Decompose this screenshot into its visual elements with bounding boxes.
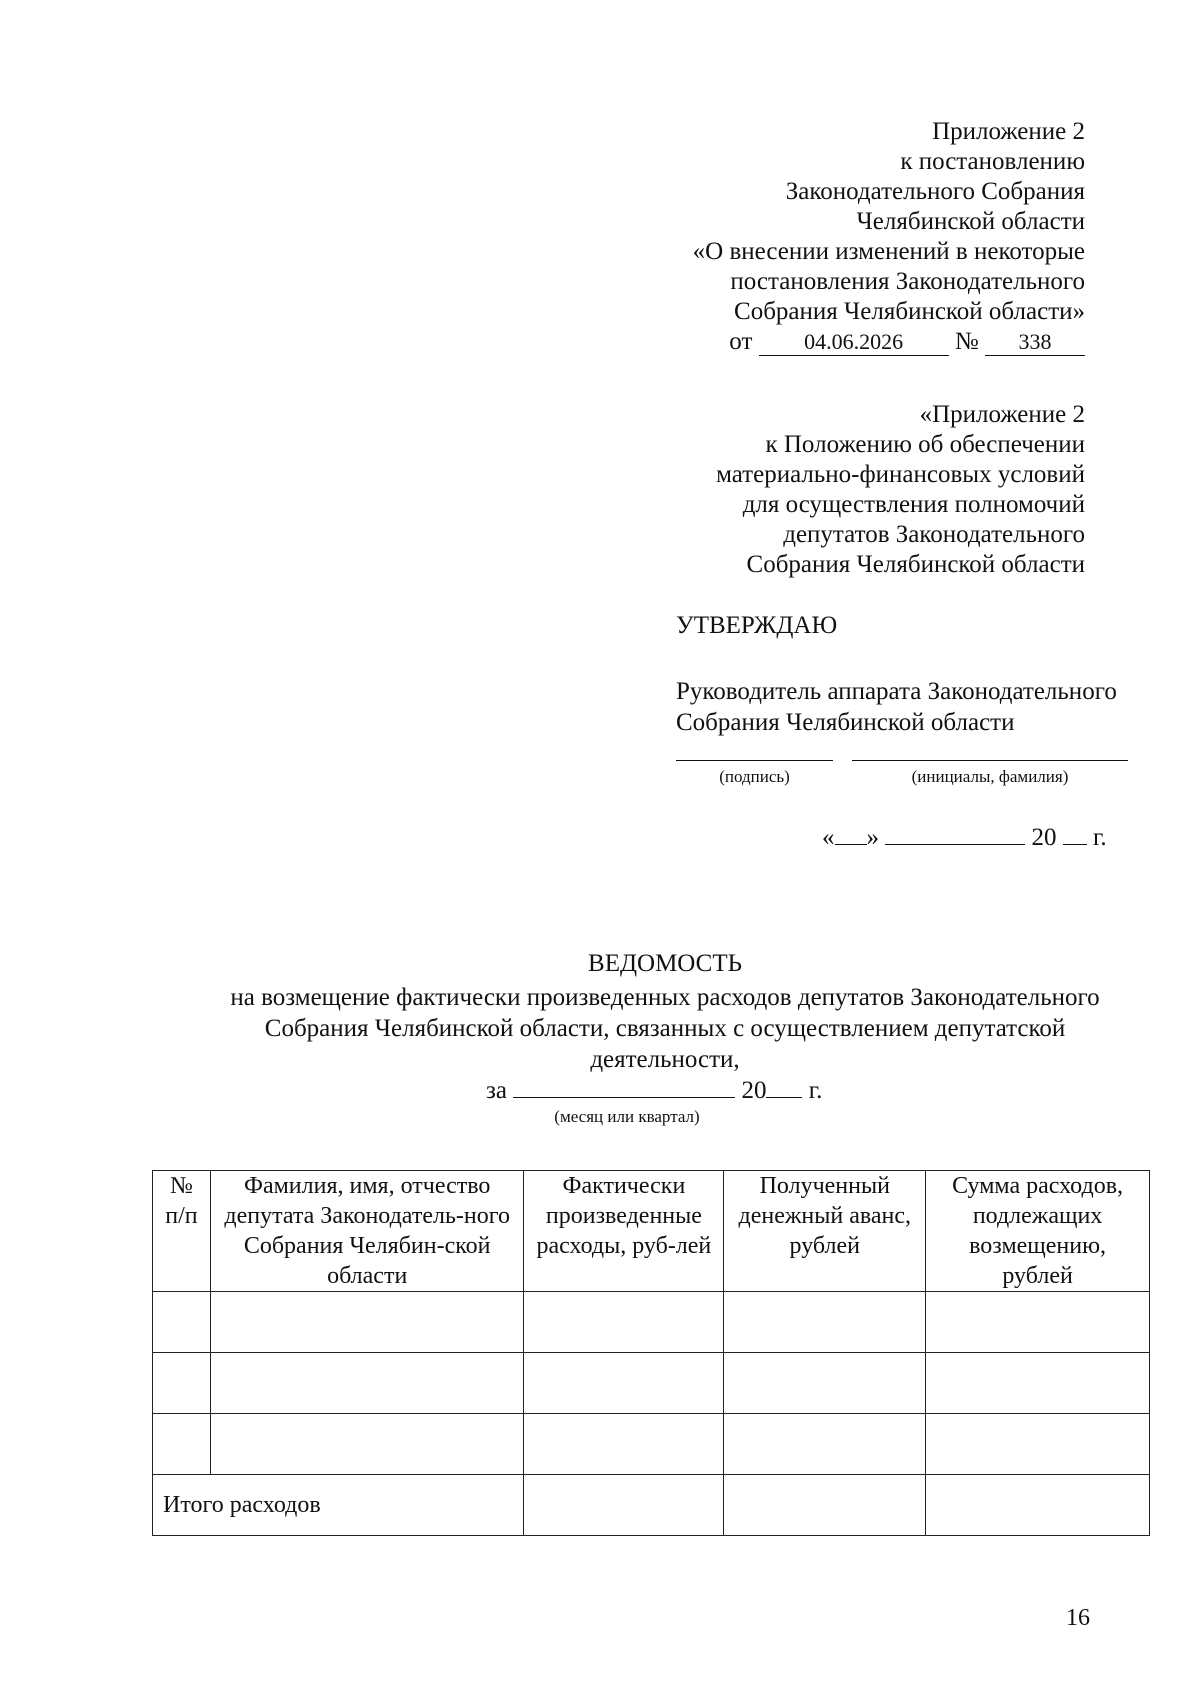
signature-caption: (подпись) <box>719 767 790 786</box>
period-prefix: за <box>486 1077 507 1104</box>
regulation-appendix <box>565 400 1085 580</box>
table-cell <box>210 1292 524 1353</box>
table-row <box>153 1353 1150 1414</box>
table-cell <box>153 1353 211 1414</box>
column-header-advance: Полученный денежный аванс, рублей <box>724 1171 926 1292</box>
year-blank <box>1063 822 1087 845</box>
year-suffix: г. <box>1093 824 1107 851</box>
name-line <box>852 760 1128 761</box>
table-total-row <box>153 1475 1150 1536</box>
column-header-number: № п/п <box>153 1171 211 1292</box>
table-cell <box>210 1353 524 1414</box>
day-blank <box>835 822 867 845</box>
table-cell <box>524 1414 724 1475</box>
statement-subtitle-line: Собрания Челябинской области, связанных с осуществлением депутатской <box>264 1015 1066 1042</box>
statement-period-line <box>486 1075 822 1105</box>
period-year-blank <box>766 1075 802 1098</box>
signature-line <box>676 760 833 761</box>
approval-position-line: Руководитель аппарата Законодательного <box>676 678 1117 705</box>
name-caption: (инициалы, фамилия) <box>911 767 1069 786</box>
regulation-line: Собрания Челябинской области <box>746 551 1085 578</box>
date-close-quote: » <box>866 824 879 851</box>
column-header-deputy: Фамилия, имя, отчество депутата Законодатель-ного Собрания Челябин-ской области <box>210 1171 524 1292</box>
appendix-line: Приложение 2 <box>932 118 1085 145</box>
table-cell <box>724 1414 926 1475</box>
table-cell <box>926 1353 1150 1414</box>
period-year-prefix: 20 <box>741 1077 767 1104</box>
appendix-line: постановления Законодательного <box>730 268 1085 295</box>
year-prefix: 20 <box>1031 824 1057 851</box>
regulation-line: материально-финансовых условий <box>716 461 1085 488</box>
total-label: Итого расходов <box>153 1475 524 1536</box>
regulation-line: депутатов Законодательного <box>783 521 1085 548</box>
date-prefix: от <box>729 328 753 355</box>
column-header-reimbursement: Сумма расходов, подлежащих возмещению, рублей <box>926 1171 1150 1292</box>
appendix-line: «О внесении изменений в некоторые <box>692 238 1085 265</box>
appendix-line: Собрания Челябинской области» <box>734 298 1085 325</box>
page-number: 16 <box>1066 1605 1090 1631</box>
date-open-quote: « <box>822 824 835 851</box>
column-header-actual-expenses: Фактически произведенные расходы, руб-лей <box>524 1171 724 1292</box>
period-year-suffix: г. <box>808 1077 823 1104</box>
table-cell <box>926 1292 1150 1353</box>
number-prefix: № <box>954 328 979 355</box>
period-blank <box>513 1075 735 1098</box>
approval-position <box>676 676 1117 738</box>
table-cell <box>926 1414 1150 1475</box>
table-cell <box>524 1292 724 1353</box>
table-cell <box>724 1353 926 1414</box>
statement-subtitle <box>150 982 1180 1075</box>
appendix-header <box>565 117 1085 357</box>
table-cell <box>724 1475 926 1536</box>
statement-table <box>152 1170 1150 1536</box>
appendix-line: к постановлению <box>900 148 1085 175</box>
table-row <box>153 1414 1150 1475</box>
document-number: 338 <box>985 329 1085 356</box>
statement-title: ВЕДОМОСТЬ <box>588 950 742 977</box>
document-date: 04.06.2026 <box>759 329 949 356</box>
table-cell <box>524 1475 724 1536</box>
table-cell <box>210 1414 524 1475</box>
regulation-line: к Положению об обеспечении <box>765 431 1085 458</box>
table-cell <box>926 1475 1150 1536</box>
appendix-line: Челябинской области <box>856 208 1085 235</box>
table-cell <box>153 1414 211 1475</box>
regulation-line: для осуществления полномочий <box>742 491 1085 518</box>
statement-subtitle-line: на возмещение фактически произведенных расходов депутатов Законодательного <box>230 984 1100 1011</box>
table-cell <box>524 1353 724 1414</box>
approval-date-line <box>822 822 1107 852</box>
period-caption: (месяц или квартал) <box>554 1107 700 1126</box>
table-row <box>153 1292 1150 1353</box>
table-cell <box>153 1292 211 1353</box>
table-header-row <box>153 1171 1150 1292</box>
appendix-line: Законодательного Собрания <box>785 178 1085 205</box>
regulation-line: «Приложение 2 <box>919 401 1085 428</box>
approval-position-line: Собрания Челябинской области <box>676 709 1015 736</box>
document-date-line <box>565 327 1085 357</box>
month-blank <box>885 822 1025 845</box>
table-cell <box>724 1292 926 1353</box>
statement-subtitle-line: деятельности, <box>590 1046 740 1073</box>
approval-title: УТВЕРЖДАЮ <box>676 612 838 639</box>
